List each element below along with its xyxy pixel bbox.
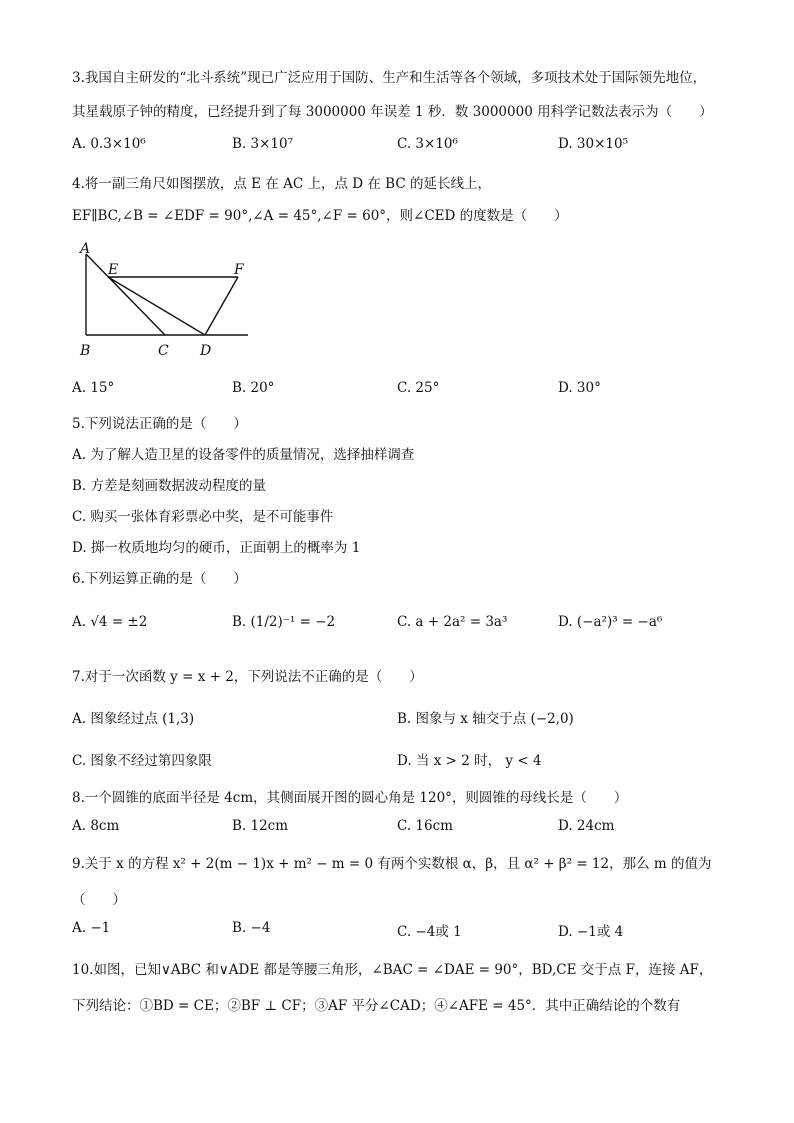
q6-option-b: B. (1/2)⁻¹ = −2: [232, 614, 336, 630]
q5-option-d: D. 掷一枚质地均匀的硬币，正面朝上的概率为 1: [72, 540, 361, 556]
q10-stem-line1: 10.如图，已知∨ABC 和∨ADE 都是等腰三角形，∠BAC = ∠DAE = 90°，BD,CE 交于点 F，连接 AF，: [72, 962, 713, 978]
q4-option-b: B. 20°: [232, 380, 275, 396]
q5-option-a: A. 为了解人造卫星的设备零件的质量情况，选择抽样调查: [72, 447, 415, 463]
q7-option-d: D. 当 x > 2 时， y < 4: [397, 753, 542, 769]
q5-stem: 5.下列说法正确的是（ ）: [72, 416, 247, 432]
q8-option-c: C. 16cm: [397, 818, 453, 834]
q7-stem: 7.对于一次函数 y = x + 2，下列说法不正确的是（ ）: [72, 669, 423, 685]
q8-stem: 8.一个圆锥的底面半径是 4cm，其侧面展开图的圆心角是 120°，则圆锥的母线长是（ ）: [72, 790, 628, 806]
q6-option-a: A. √4 = ±2: [72, 614, 148, 630]
q9-stem-line2: （ ）: [72, 892, 126, 908]
q8-option-b: B. 12cm: [232, 818, 289, 834]
q7-option-c: C. 图象不经过第四象限: [72, 753, 212, 769]
q9-option-b: B. −4: [232, 920, 271, 936]
segment-fd: [205, 277, 238, 335]
q3-option-a: A. 0.3×10⁶: [72, 136, 146, 152]
label-e: E: [108, 262, 119, 278]
q6-stem: 6.下列运算正确的是（ ）: [72, 571, 247, 587]
q3-stem-line2: 其星载原子钟的精度，已经提升到了每 3000000 年误差 1 秒．数 3000000 用科学记数法表示为（ ）: [72, 104, 713, 120]
label-b: B: [80, 343, 91, 359]
segment-ac: [86, 254, 165, 335]
q4-stem-line2: EF∥BC,∠B = ∠EDF = 90°,∠A = 45°,∠F = 60°，则∠CED 的度数是（ ）: [72, 208, 568, 224]
q6-option-d: D. (−a²)³ = −a⁶: [558, 614, 663, 630]
q8-option-a: A. 8cm: [72, 818, 120, 834]
q4-option-c: C. 25°: [397, 380, 440, 396]
q5-option-c: C. 购买一张体育彩票必中奖，是不可能事件: [72, 509, 334, 525]
q7-option-b: B. 图象与 x 轴交于点 (−2,0): [397, 711, 574, 727]
q5-option-b: B. 方差是刻画数据波动程度的量: [72, 478, 267, 494]
q9-option-d: D. −1或 4: [558, 924, 624, 940]
q6-option-c: C. a + 2a² = 3a³: [397, 614, 508, 630]
label-d: D: [200, 343, 212, 359]
q7-option-a: A. 图象经过点 (1,3): [72, 711, 195, 727]
q9-option-a: A. −1: [72, 920, 111, 936]
label-c: C: [158, 343, 169, 359]
q3-option-b: B. 3×10⁷: [232, 136, 293, 152]
label-f: F: [234, 262, 244, 278]
q4-geometry-figure: [72, 240, 262, 370]
q3-option-c: C. 3×10⁶: [397, 136, 458, 152]
q4-option-a: A. 15°: [72, 380, 115, 396]
q3-stem-line1: 3.我国自主研发的“北斗系统”现已广泛应用于国防、生产和生活等各个领域，多项技术处于国际领先地位，: [72, 70, 707, 86]
q9-option-c: C. −4或 1: [397, 924, 462, 940]
q3-option-d: D. 30×10⁵: [558, 136, 629, 152]
q4-option-d: D. 30°: [558, 380, 601, 396]
q9-stem-line1: 9.关于 x 的方程 x² + 2(m − 1)x + m² − m = 0 有两个实数根 α，β，且 α² + β² = 12，那么 m 的值为: [72, 856, 712, 872]
q8-option-d: D. 24cm: [558, 818, 615, 834]
q10-stem-line2: 下列结论：①BD = CE；②BF ⊥ CF；③AF 平分∠CAD；④∠AFE = 45°．其中正确结论的个数有: [72, 998, 681, 1014]
q4-stem-line1: 4.将一副三角尺如图摆放，点 E 在 AC 上，点 D 在 BC 的延长线上，: [72, 176, 491, 192]
label-a: A: [80, 241, 91, 257]
